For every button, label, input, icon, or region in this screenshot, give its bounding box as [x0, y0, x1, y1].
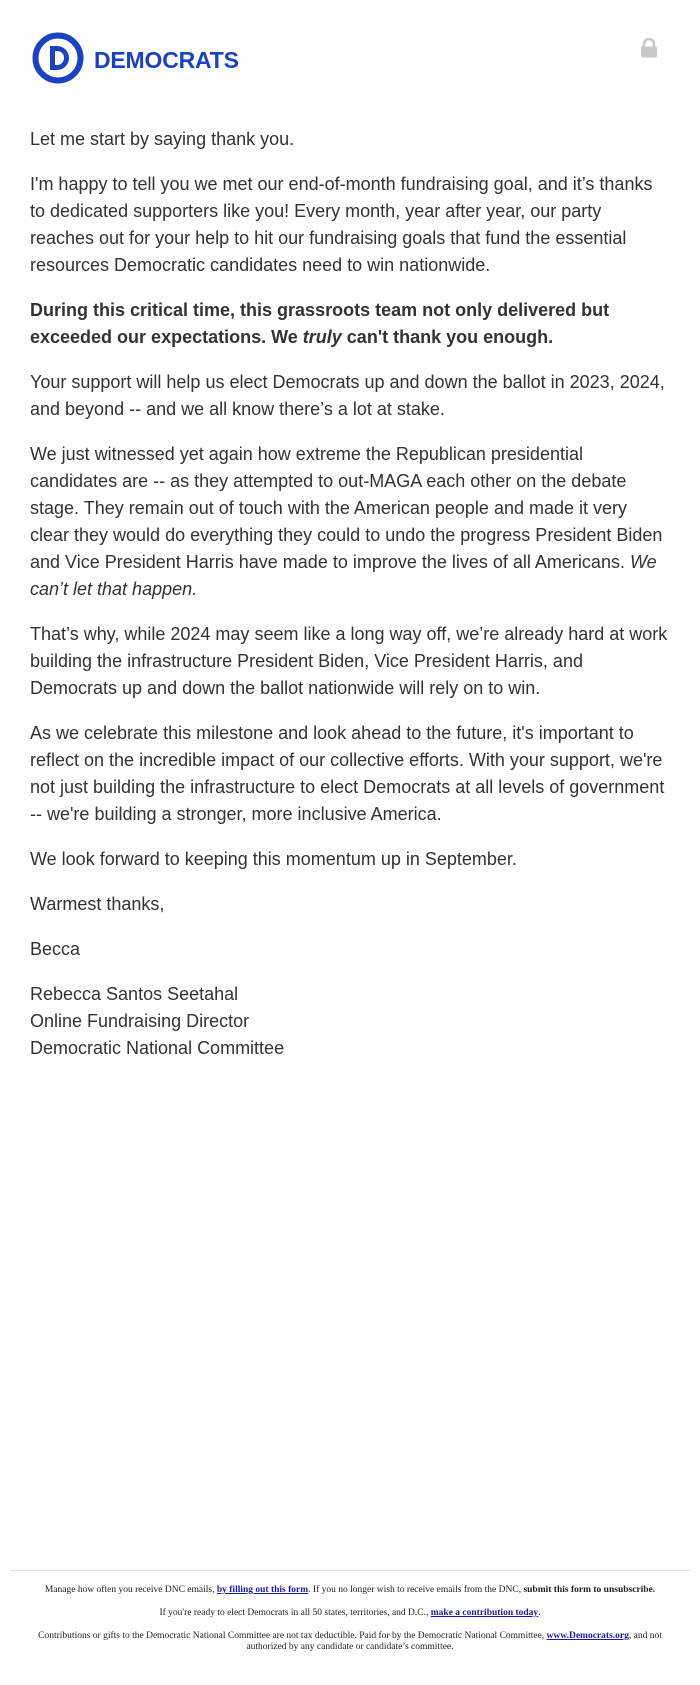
- signer-first-name: Becca: [30, 939, 81, 959]
- footer-contribute: [30, 1608, 670, 1619]
- paragraph-debate: [30, 441, 670, 603]
- paragraph-critical-time: [30, 297, 670, 351]
- paragraph-milestone: As we celebrate this milestone and look ahead to the future, it's important to reflect on the incredible impact of our collective efforts. With your support, we're not just building the infrastructure to elect Democrats at all levels of government -- we're building a stronger, more inclusive America.: [30, 723, 665, 824]
- disclaimer-text-a: Contributions or gifts to the Democratic National Committee are not tax deductible. Paid for by the Democratic National Committee,: [38, 1631, 547, 1641]
- email-body: [30, 126, 670, 1062]
- debate-emphasis: We can’t let that happen.: [30, 552, 657, 599]
- footer-manage-emails: [30, 1585, 670, 1596]
- paragraph-thank-you: Let me start by saying thank you.: [30, 129, 295, 149]
- paragraph-goal-met: I'm happy to tell you we met our end-of-month fundraising goal, and it’s thanks to dedicated supporters like you! Every month, year after year, our party reaches out for your help to hit our fundraising goals that fund the essential resources Democratic candidates need to win nationwide.: [30, 174, 653, 275]
- footer-disclaimer: [30, 1631, 670, 1653]
- unsubscribe-link[interactable]: submit this form to unsubscribe.: [523, 1585, 656, 1595]
- paragraph-support: Your support will help us elect Democrats up and down the ballot in 2023, 2024, and beyond -- and we all know there’s a lot at stake.: [30, 372, 665, 419]
- contribute-text-a: If you're ready to elect Democrats in all 50 states, territories, and D.C.,: [159, 1608, 431, 1618]
- paragraph-infrastructure: That’s why, while 2024 may seem like a long way off, we’re already hard at work building the infrastructure President Biden, Vice President Harris, and Democrats up and down the ballot nationwide will rely on to win.: [30, 624, 668, 698]
- critical-time-text-a: During this critical time, this grassroots team not only delivered but exceeded our expectations. We: [30, 300, 610, 347]
- manage-preferences-link[interactable]: by filling out this form: [216, 1585, 309, 1595]
- paragraph-september: We look forward to keeping this momentum up in September.: [30, 849, 517, 869]
- debate-text: We just witnessed yet again how extreme the Republican presidential candidates are -- as they attempted to out-MAGA each other on the debate stage. They remain out of touch with the American people and made it very clear they would do everything they could to undo the progress President Biden and Vice President Harris have made to improve the lives of all Americans.: [30, 444, 663, 572]
- democrats-logo[interactable]: [32, 32, 239, 89]
- manage-text-a: Manage how often you receive DNC emails,: [44, 1585, 217, 1595]
- manage-text-b: . If you no longer wish to receive emails from the DNC,: [308, 1585, 524, 1595]
- contribute-text-b: .: [538, 1608, 541, 1618]
- signature-block: [30, 981, 670, 1062]
- email-header: [30, 28, 670, 88]
- signature-name: Rebecca Santos Seetahal: [30, 984, 239, 1004]
- email-footer: [30, 1585, 670, 1665]
- disclaimer-text-b: , and not authorized by any candidate or candidate’s committee.: [246, 1631, 662, 1652]
- sign-off: Warmest thanks,: [30, 894, 165, 914]
- lock-icon: [640, 38, 658, 63]
- signature-title: Online Fundraising Director: [30, 1011, 250, 1031]
- democrats-site-link[interactable]: www.Democrats.org: [546, 1631, 629, 1641]
- critical-time-text-b: can't thank you enough.: [341, 327, 554, 347]
- signature-organization: Democratic National Committee: [30, 1038, 285, 1058]
- critical-time-emphasis: truly: [302, 327, 342, 347]
- democrats-d-logo-icon: [32, 32, 84, 89]
- footer-divider: [10, 1570, 690, 1571]
- logo-wordmark: DEMOCRATS: [94, 47, 239, 73]
- contribute-link[interactable]: make a contribution today: [430, 1608, 539, 1618]
